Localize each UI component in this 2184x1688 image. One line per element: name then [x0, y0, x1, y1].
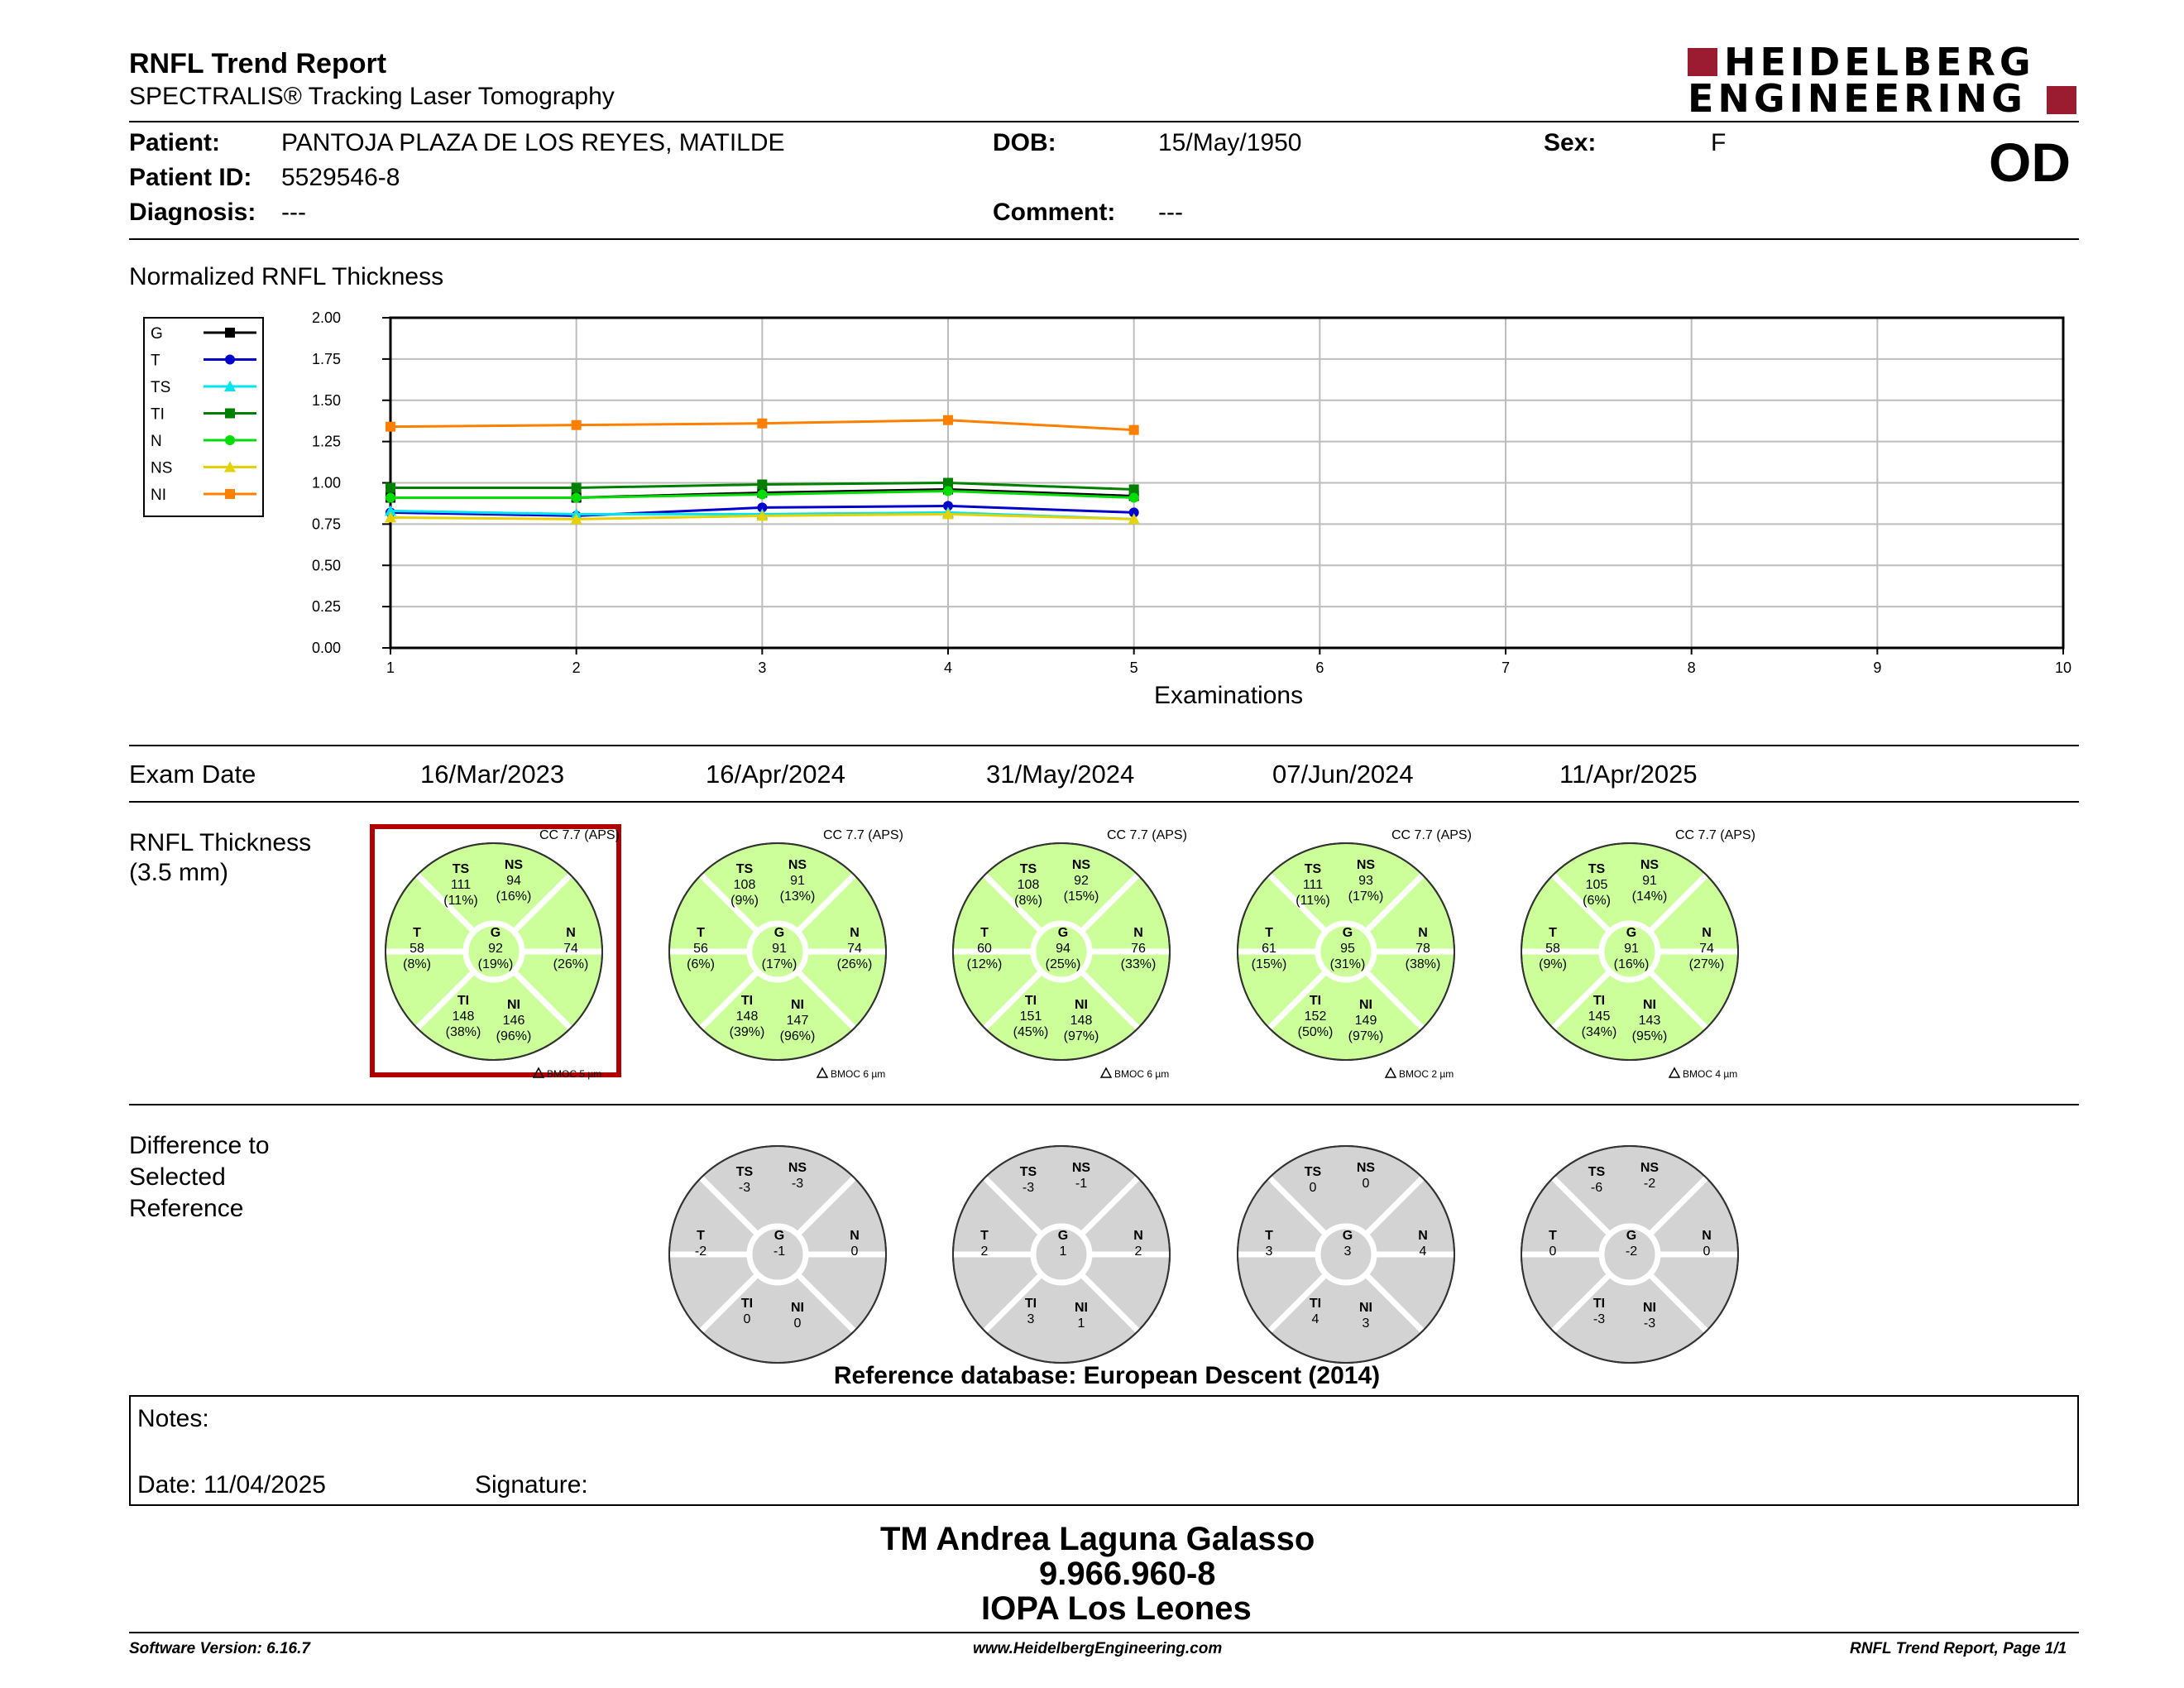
sector-label-n: N — [566, 926, 576, 940]
sector-label-ts: TS — [1304, 1165, 1322, 1179]
data-point-n — [757, 489, 767, 499]
y-tick-label: 2.00 — [311, 309, 341, 326]
sector-label-g: G — [1342, 926, 1353, 940]
sector-label-n: N — [1418, 926, 1428, 940]
sector-label-ni: NI — [507, 998, 520, 1012]
sector-percent-ts: (11%) — [1296, 894, 1330, 908]
sector-value-n: 74 — [563, 942, 578, 956]
sector-value-n: 4 — [1419, 1244, 1427, 1259]
sector-percent-ns: (17%) — [1348, 890, 1384, 904]
difference-label-3: Reference — [129, 1195, 244, 1222]
sector-label-ti: TI — [1592, 994, 1606, 1008]
sector-value-ni: 149 — [1354, 1014, 1377, 1028]
data-point-ti — [386, 482, 395, 492]
sector-label-g: G — [490, 926, 501, 940]
sector-value-ni: -3 — [1643, 1316, 1656, 1331]
delta-icon — [817, 1068, 827, 1077]
sector-label-ni: NI — [791, 998, 804, 1012]
sector-value-ns: 91 — [1642, 874, 1657, 888]
sector-percent-g: (16%) — [1613, 957, 1650, 971]
exam-date-5: 11/Apr/2025 — [1559, 760, 1698, 789]
sector-value-g: -1 — [773, 1244, 786, 1259]
stamp-name: TM Andrea Laguna Galasso — [880, 1521, 1315, 1557]
x-tick-label: 6 — [1315, 659, 1324, 676]
sector-label-n: N — [1418, 1229, 1428, 1243]
sector-value-ni: 1 — [1077, 1316, 1085, 1331]
sector-value-ti: 148 — [735, 1009, 759, 1024]
sector-value-ts: -6 — [1590, 1181, 1603, 1195]
sector-percent-ni: (96%) — [496, 1029, 532, 1043]
data-point-n — [943, 486, 953, 496]
sector-percent-g: (31%) — [1329, 957, 1366, 971]
sector-value-t: 56 — [693, 942, 708, 956]
sector-percent-ti: (38%) — [445, 1025, 481, 1039]
data-point-ni — [757, 419, 767, 429]
sector-value-t: 2 — [980, 1244, 989, 1259]
notes-date: Date: 11/04/2025 — [137, 1471, 326, 1499]
legend-marker — [225, 355, 235, 365]
sector-percent-ts: (6%) — [1583, 894, 1611, 908]
sector-label-g: G — [774, 926, 785, 940]
sector-percent-g: (19%) — [477, 957, 514, 971]
sector-value-ni: 3 — [1362, 1316, 1370, 1331]
sector-value-g: 91 — [1624, 942, 1639, 956]
sector-percent-n: (27%) — [1688, 957, 1725, 971]
sector-label-ti: TI — [1309, 994, 1322, 1008]
bmo-label: BMOC 5 µm — [547, 1068, 602, 1080]
stamp-id: 9.966.960-8 — [1039, 1556, 1216, 1592]
sector-label-n: N — [1702, 1229, 1712, 1243]
data-point-ti — [572, 482, 582, 492]
sector-percent-n: (38%) — [1405, 957, 1441, 971]
diagnosis-label: Diagnosis: — [129, 199, 256, 226]
legend-marker — [225, 328, 235, 338]
sector-percent-ts: (11%) — [443, 894, 478, 908]
sector-percent-ns: (15%) — [1063, 890, 1099, 904]
rnfl-thickness-label: RNFL Thickness — [129, 829, 312, 856]
sector-label-g: G — [1626, 1229, 1637, 1243]
sector-label-ni: NI — [1643, 998, 1656, 1012]
y-tick-label: 1.50 — [311, 391, 341, 409]
sector-value-ti: 151 — [1019, 1009, 1042, 1024]
sector-value-ns: -2 — [1643, 1177, 1656, 1191]
sector-value-n: 2 — [1134, 1244, 1142, 1259]
sector-value-ni: 0 — [793, 1316, 802, 1331]
sector-percent-g: (17%) — [761, 957, 797, 971]
cc-label: CC 7.7 (APS) — [539, 828, 620, 842]
sector-value-ti: 0 — [743, 1312, 751, 1326]
sector-value-t: 3 — [1265, 1244, 1273, 1259]
y-tick-label: 0.50 — [311, 557, 341, 574]
sector-value-g: 91 — [772, 942, 787, 956]
legend-marker — [225, 409, 235, 419]
bmo-label: BMOC 6 µm — [1114, 1068, 1170, 1080]
data-point-ni — [572, 420, 582, 430]
y-tick-label: 1.25 — [311, 433, 341, 450]
rnfl-thickness-sublabel: (3.5 mm) — [129, 859, 228, 886]
delta-icon — [1101, 1068, 1111, 1077]
sector-value-ti: 152 — [1304, 1009, 1327, 1024]
sector-label-t: T — [413, 926, 421, 940]
sector-percent-ti: (34%) — [1581, 1025, 1617, 1039]
sector-value-ts: 111 — [450, 878, 472, 892]
sector-value-n: 74 — [1699, 942, 1714, 956]
y-tick-label: 0.00 — [311, 640, 341, 656]
website-link[interactable]: www.HeidelbergEngineering.com — [973, 1640, 1223, 1657]
sector-percent-ti: (39%) — [729, 1025, 765, 1039]
x-tick-label: 8 — [1687, 659, 1696, 676]
difference-label-1: Difference to — [129, 1132, 270, 1159]
difference-sector-map[interactable] — [1521, 1146, 1738, 1363]
sector-label-g: G — [1057, 926, 1069, 940]
sector-label-g: G — [1342, 1229, 1353, 1243]
x-tick-label: 2 — [572, 659, 581, 676]
sector-value-n: 74 — [847, 942, 862, 956]
delta-icon — [1669, 1068, 1679, 1077]
sector-value-ni: 143 — [1638, 1014, 1661, 1028]
sector-label-ns: NS — [1640, 858, 1660, 872]
sector-percent-ns: (13%) — [779, 890, 816, 904]
sector-percent-ts: (8%) — [1014, 894, 1042, 908]
comment-value: --- — [1158, 199, 1183, 226]
data-point-n — [386, 492, 395, 502]
comment-label: Comment: — [993, 199, 1116, 226]
report-subtitle: SPECTRALIS® Tracking Laser Tomography — [129, 83, 615, 110]
sector-percent-ts: (9%) — [730, 894, 759, 908]
sector-percent-ti: (50%) — [1297, 1025, 1334, 1039]
patient-id-label: Patient ID: — [129, 164, 252, 191]
cc-label: CC 7.7 (APS) — [1391, 828, 1472, 842]
rnfl-sector-map[interactable] — [386, 843, 602, 1060]
sector-label-ts: TS — [1304, 862, 1322, 876]
sector-percent-g: (25%) — [1045, 957, 1081, 971]
x-tick-label: 9 — [1873, 659, 1882, 676]
sector-value-ti: 4 — [1311, 1312, 1320, 1326]
sector-percent-ni: (97%) — [1063, 1029, 1099, 1043]
sector-label-g: G — [1057, 1229, 1069, 1243]
sector-value-ts: 111 — [1302, 878, 1324, 892]
sector-percent-ni: (95%) — [1631, 1029, 1668, 1043]
sector-value-ti: 148 — [452, 1009, 475, 1024]
sector-value-t: 60 — [977, 942, 992, 956]
x-tick-label: 1 — [386, 659, 395, 676]
sector-label-n: N — [1133, 1229, 1143, 1243]
sector-label-ns: NS — [1071, 858, 1091, 872]
y-tick-label: 0.75 — [311, 516, 341, 533]
sector-percent-ns: (14%) — [1631, 890, 1668, 904]
sector-percent-n: (26%) — [836, 957, 873, 971]
sector-value-t: 61 — [1262, 942, 1276, 956]
sector-label-t: T — [1549, 926, 1557, 940]
sex-value: F — [1711, 129, 1727, 156]
sector-label-t: T — [697, 1229, 705, 1243]
sector-label-n: N — [850, 1229, 860, 1243]
sector-label-ni: NI — [1359, 998, 1372, 1012]
legend-label: NS — [151, 459, 173, 477]
cc-label: CC 7.7 (APS) — [1107, 828, 1187, 842]
sector-label-ti: TI — [740, 1297, 754, 1311]
logo-line1: HEIDELBERG — [1724, 40, 2035, 84]
sector-label-t: T — [1265, 926, 1273, 940]
sector-value-ts: 0 — [1309, 1181, 1317, 1195]
patient-name-label: Patient: — [129, 129, 221, 156]
reference-database: Reference database: European Descent (2014) — [833, 1362, 1381, 1389]
sector-label-ts: TS — [735, 1165, 754, 1179]
sector-label-g: G — [774, 1229, 785, 1243]
sector-label-ts: TS — [735, 862, 754, 876]
sector-value-ns: -3 — [791, 1177, 804, 1191]
data-point-ni — [386, 422, 395, 432]
sector-label-n: N — [1702, 926, 1712, 940]
sector-value-ns: 0 — [1362, 1177, 1370, 1191]
sector-percent-ni: (96%) — [779, 1029, 816, 1043]
rnfl-sector-map[interactable] — [669, 843, 886, 1060]
diagnosis-value: --- — [281, 199, 306, 226]
sector-percent-ns: (16%) — [496, 890, 532, 904]
exam-date-2: 16/Apr/2024 — [706, 760, 845, 789]
sector-value-n: 0 — [850, 1244, 859, 1259]
data-point-ti — [757, 479, 767, 489]
sex-label: Sex: — [1544, 129, 1597, 156]
exam-date-4: 07/Jun/2024 — [1272, 760, 1414, 789]
sector-label-ts: TS — [452, 862, 470, 876]
sector-value-t: 58 — [410, 942, 424, 956]
x-tick-label: 10 — [2054, 659, 2072, 676]
signature-label: Signature: — [475, 1471, 588, 1499]
eye-indicator: OD — [1989, 132, 2071, 193]
sector-label-ts: TS — [1019, 862, 1037, 876]
sector-value-g: -2 — [1625, 1244, 1638, 1259]
rnfl-thickness-maps — [0, 811, 2184, 1092]
sector-label-ns: NS — [788, 1161, 807, 1175]
difference-sector-map[interactable] — [953, 1146, 1170, 1363]
patient-id: 5529546-8 — [281, 164, 400, 191]
difference-sector-map[interactable] — [1238, 1146, 1454, 1363]
sector-label-ti: TI — [1024, 994, 1037, 1008]
sector-value-t: 58 — [1545, 942, 1560, 956]
y-tick-label: 0.25 — [311, 598, 341, 616]
sector-label-ti: TI — [1024, 1297, 1037, 1311]
sector-value-ts: -3 — [738, 1181, 751, 1195]
dob-value: 15/May/1950 — [1158, 129, 1302, 156]
dob-label: DOB: — [993, 129, 1056, 156]
sector-percent-t: (6%) — [687, 957, 715, 971]
sector-value-ti: -3 — [1592, 1312, 1606, 1326]
sector-label-t: T — [980, 1229, 989, 1243]
patient-name: PANTOJA PLAZA DE LOS REYES, MATILDE — [281, 129, 785, 156]
sector-label-ni: NI — [791, 1301, 804, 1315]
y-tick-label: 1.00 — [311, 474, 341, 492]
sector-label-ni: NI — [1643, 1301, 1656, 1315]
exam-date-label: Exam Date — [129, 760, 256, 789]
x-tick-label: 4 — [943, 659, 953, 676]
sector-label-n: N — [850, 926, 860, 940]
sector-value-ts: 105 — [1585, 878, 1608, 892]
data-point-ni — [1129, 425, 1139, 435]
y-tick-label: 1.75 — [311, 350, 341, 367]
software-version: Software Version: 6.16.7 — [129, 1640, 310, 1657]
sector-label-n: N — [1133, 926, 1143, 940]
sector-value-g: 3 — [1343, 1244, 1352, 1259]
sector-value-n: 0 — [1703, 1244, 1711, 1259]
sector-value-g: 95 — [1340, 942, 1355, 956]
sector-value-ti: 3 — [1027, 1312, 1035, 1326]
legend-label: NI — [151, 487, 166, 504]
sector-label-ns: NS — [504, 858, 524, 872]
sector-value-n: 78 — [1415, 942, 1430, 956]
exam-date-3: 31/May/2024 — [986, 760, 1135, 789]
chart-title: Normalized RNFL Thickness — [129, 263, 444, 290]
sector-value-ni: 147 — [786, 1014, 809, 1028]
sector-label-ni: NI — [1075, 998, 1088, 1012]
report-title: RNFL Trend Report — [129, 48, 387, 79]
sector-value-g: 1 — [1059, 1244, 1067, 1259]
legend-label: TS — [151, 379, 171, 396]
notes-box[interactable] — [129, 1395, 2079, 1506]
bmo-label: BMOC 4 µm — [1683, 1068, 1738, 1080]
sector-label-ti: TI — [1592, 1297, 1606, 1311]
sector-percent-ni: (97%) — [1348, 1029, 1384, 1043]
difference-maps — [0, 1134, 2184, 1382]
cc-label: CC 7.7 (APS) — [823, 828, 903, 842]
sector-label-g: G — [1626, 926, 1637, 940]
sector-label-t: T — [697, 926, 705, 940]
sector-value-ns: -1 — [1075, 1177, 1088, 1191]
sector-percent-n: (26%) — [553, 957, 589, 971]
sector-label-ts: TS — [1588, 1165, 1606, 1179]
sector-label-t: T — [980, 926, 989, 940]
sector-label-ns: NS — [1356, 858, 1376, 872]
difference-label-2: Selected — [129, 1163, 226, 1191]
bmo-label: BMOC 6 µm — [831, 1068, 886, 1080]
sector-label-t: T — [1549, 1229, 1557, 1243]
sector-value-ni: 146 — [502, 1014, 525, 1028]
sector-value-g: 94 — [1056, 942, 1070, 956]
sector-percent-t: (8%) — [403, 957, 431, 971]
sector-value-ti: 145 — [1588, 1009, 1611, 1024]
data-point-n — [572, 492, 582, 502]
legend-label: G — [151, 325, 163, 343]
notes-label: Notes: — [137, 1405, 209, 1432]
stamp-institution: IOPA Los Leones — [981, 1590, 1252, 1627]
sector-label-ti: TI — [1309, 1297, 1322, 1311]
delta-icon — [1386, 1068, 1396, 1077]
page-indicator: RNFL Trend Report, Page 1/1 — [1850, 1640, 2067, 1657]
sector-label-ti: TI — [740, 994, 754, 1008]
legend-label: N — [151, 433, 162, 450]
sector-value-n: 76 — [1131, 942, 1146, 956]
rnfl-sector-map[interactable] — [1238, 843, 1454, 1060]
sector-value-ns: 94 — [506, 874, 521, 888]
x-tick-label: 5 — [1129, 659, 1138, 676]
x-tick-label: 7 — [1501, 659, 1511, 676]
sector-value-t: -2 — [694, 1244, 707, 1259]
data-point-ni — [943, 415, 953, 425]
x-tick-label: 3 — [758, 659, 767, 676]
sector-label-ni: NI — [1359, 1301, 1372, 1315]
sector-label-ns: NS — [1356, 1161, 1376, 1175]
sector-label-ns: NS — [1640, 1161, 1660, 1175]
sector-value-ts: -3 — [1022, 1181, 1035, 1195]
sector-value-ts: 108 — [733, 878, 756, 892]
sector-percent-t: (12%) — [966, 957, 1003, 971]
sector-label-ni: NI — [1075, 1301, 1088, 1315]
data-point-n — [1129, 492, 1139, 502]
rnfl-sector-map[interactable] — [1521, 843, 1738, 1060]
legend-label: TI — [151, 405, 165, 424]
sector-label-ns: NS — [788, 858, 807, 872]
legend-marker — [225, 435, 235, 445]
trend-chart — [0, 0, 2184, 728]
sector-value-g: 92 — [488, 942, 503, 956]
legend-label: T — [151, 352, 160, 370]
sector-value-ns: 91 — [790, 874, 805, 888]
bmo-label: BMOC 2 µm — [1399, 1068, 1454, 1080]
difference-sector-map[interactable] — [669, 1146, 886, 1363]
rnfl-sector-map[interactable] — [953, 843, 1170, 1060]
sector-percent-n: (33%) — [1120, 957, 1157, 971]
sector-percent-ti: (45%) — [1013, 1025, 1049, 1039]
sector-label-ts: TS — [1588, 862, 1606, 876]
exam-date-1: 16/Mar/2023 — [420, 760, 565, 789]
x-axis-label: Examinations — [1154, 682, 1304, 709]
sector-value-ni: 148 — [1070, 1014, 1093, 1028]
cc-label: CC 7.7 (APS) — [1675, 828, 1755, 842]
sector-percent-t: (9%) — [1539, 957, 1567, 971]
sector-label-ns: NS — [1071, 1161, 1091, 1175]
sector-label-ts: TS — [1019, 1165, 1037, 1179]
sector-value-ns: 92 — [1074, 874, 1089, 888]
logo-line2: ENGINEERING — [1688, 76, 2027, 121]
sector-value-ns: 93 — [1358, 874, 1373, 888]
sector-label-ti: TI — [457, 994, 470, 1008]
sector-percent-t: (15%) — [1251, 957, 1287, 971]
legend-marker — [225, 489, 235, 499]
sector-label-t: T — [1265, 1229, 1273, 1243]
sector-value-ts: 108 — [1017, 878, 1040, 892]
sector-value-t: 0 — [1549, 1244, 1557, 1259]
